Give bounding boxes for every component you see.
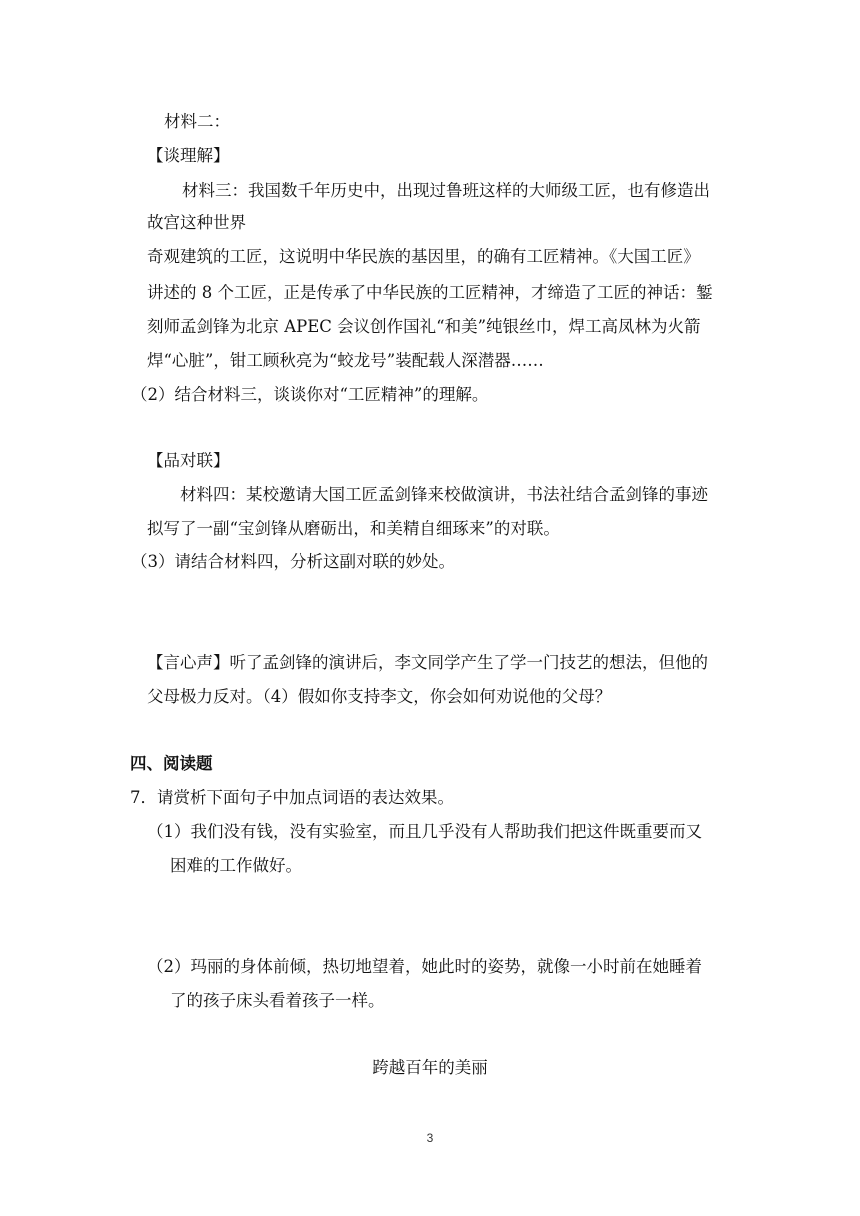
part4-heading: 四、阅读题 — [130, 754, 213, 773]
material4-line: 拟写了一副“宝剑锋从磨砺出，和美精自细琢来”的对联。 — [147, 519, 560, 538]
section-heading-couplet: 【品对联】 — [147, 451, 230, 470]
q7-item-2-line: 了的孩子床头看着孩子一样。 — [170, 991, 385, 1010]
section-heading-understand: 【谈理解】 — [147, 146, 230, 165]
material4-line: 材料四：某校邀请大国工匠孟剑锋来校做演讲，书法社结合孟剑锋的事迹 — [180, 485, 708, 504]
voice-line: 父母极力反对。（4）假如你支持李文，你会如何劝说他的父母？ — [147, 687, 612, 706]
question-2: （2）结合材料三，谈谈你对“工匠精神”的理解。 — [131, 385, 489, 404]
question-7: 7．请赏析下面句子中加点词语的表达效果。 — [130, 788, 454, 807]
q7-item-1-line: （1）我们没有钱，没有实验室，而且几乎没有人帮助我们把这件既重要而又 — [147, 822, 702, 841]
material3-line: 材料三：我国数千年历史中，出现过鲁班这样的大师级工匠，也有修造出 — [182, 181, 710, 200]
question-3: （3）请结合材料四，分析这副对联的妙处。 — [131, 552, 455, 571]
material2-label: 材料二： — [164, 112, 230, 131]
material3-line: 讲述的 8 个工匠，正是传承了中华民族的工匠精神，才缔造了工匠的神话：錾 — [147, 283, 713, 302]
material3-line: 刻师孟剑锋为北京 APEC 会议创作国礼“和美”纯银丝巾，焊工高凤林为火箭 — [147, 317, 701, 336]
material3-line: 焊“心脏”，钳工顾秋亮为“蛟龙号”装配载人深潜器…… — [147, 351, 544, 370]
material3-line: 奇观建筑的工匠，这说明中华民族的基因里，的确有工匠精神。《大国工匠》 — [147, 247, 700, 266]
voice-line: 【言心声】听了孟剑锋的演讲后，李文同学产生了学一门技艺的想法，但他的 — [147, 653, 708, 672]
q7-item-2-line: （2）玛丽的身体前倾，热切地望着，她此时的姿势，就像一小时前在她睡着 — [147, 957, 702, 976]
q7-item-1-line: 困难的工作做好。 — [170, 856, 302, 875]
page-number: 3 — [426, 1131, 434, 1145]
material3-line: 故宫这种世界 — [147, 213, 246, 232]
article-title: 跨越百年的美丽 — [372, 1058, 488, 1077]
